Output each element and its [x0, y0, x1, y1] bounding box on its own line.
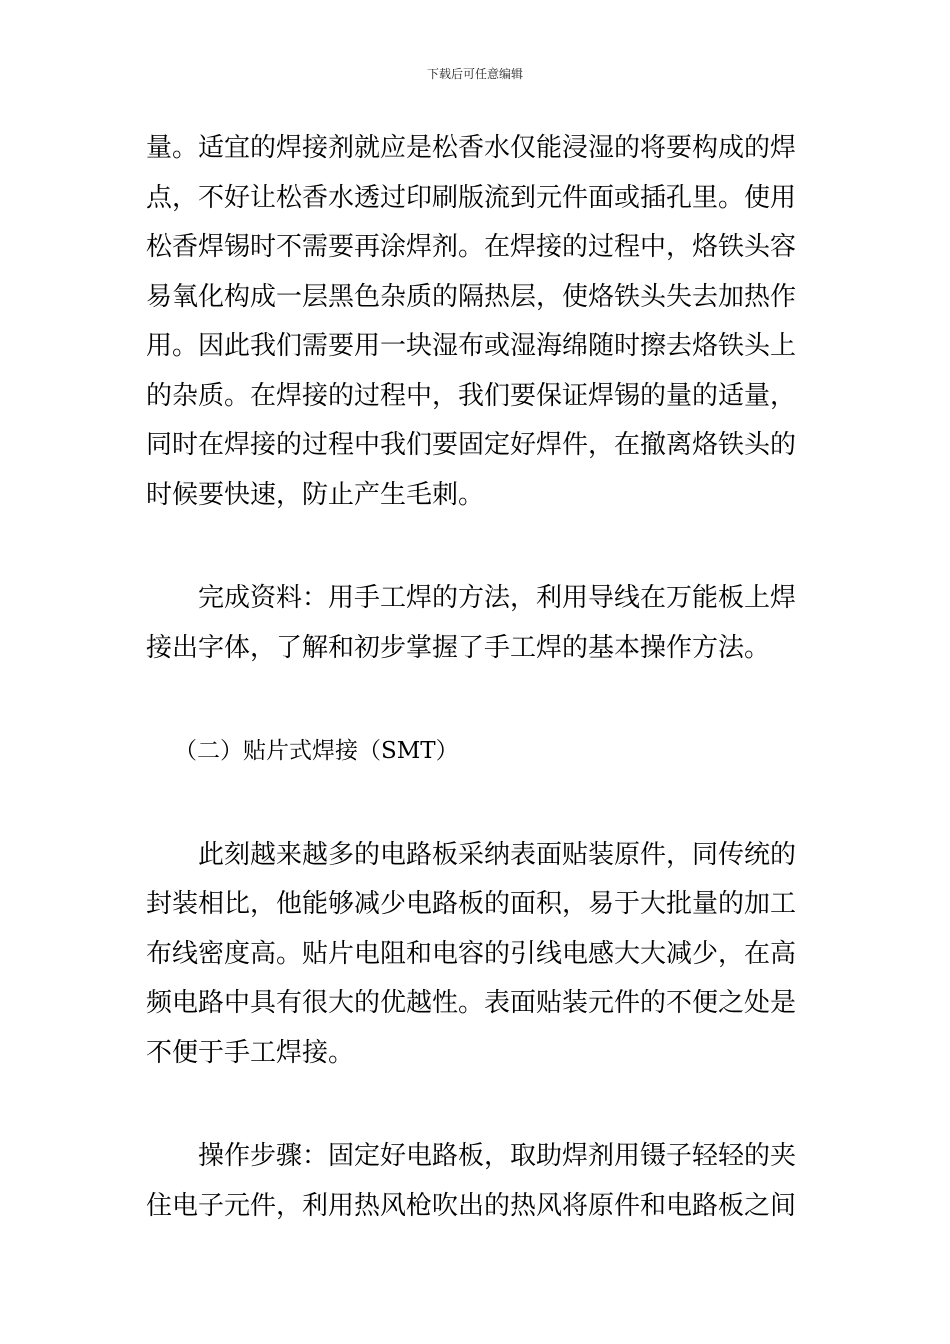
paragraph-operation-steps [146, 1132, 806, 1231]
text-line: 量。适宜的焊接剂就应是松香水仅能浸湿的将要构成的焊 [146, 133, 797, 163]
text-line: 住电子元件，利用热风枪吹出的热风将原件和电路板之间 [146, 1190, 797, 1221]
text-line: 操作步骤：固定好电路板，取助焊剂用镊子轻轻的夹 [146, 1141, 797, 1171]
text-line: 布线密度高。贴片电阻和电容的引线电感大大减少，在高 [146, 938, 797, 969]
paragraph-spacer [146, 520, 806, 574]
paragraph-completed-work [146, 574, 806, 673]
text-line: 接出字体，了解和初步掌握了手工焊的基本操作方法。 [146, 632, 771, 663]
text-line: 时候要快速，防止产生毛刺。 [146, 479, 485, 510]
text-line: 封装相比，他能够减少电路板的面积，易于大批量的加工 [146, 889, 797, 919]
text-line: 频电路中具有很大的优越性。表面贴装元件的不便之处是 [146, 988, 797, 1018]
paragraph-spacer [146, 777, 806, 831]
text-line: 同时在焊接的过程中我们要固定好焊件，在撤离烙铁头的 [146, 430, 797, 460]
document-body [146, 124, 806, 1231]
paragraph-spacer [146, 673, 806, 727]
text-line: 不便于手工焊接。 [146, 1037, 355, 1068]
text-line: 易氧化构成一层黑色杂质的隔热层，使烙铁头失去加热作 [146, 281, 797, 312]
text-line: 松香焊锡时不需要再涂焊剂。在焊接的过程中，烙铁头容 [146, 232, 797, 262]
paragraph-spacer [146, 1078, 806, 1132]
text-line: 点，不好让松香水透过印刷版流到元件面或插孔里。使用 [146, 182, 797, 213]
section-heading-smt: （二）贴片式焊接（SMT） [174, 738, 459, 764]
text-line: 完成资料：用手工焊的方法，利用导线在万能板上焊 [146, 583, 797, 613]
text-line: 用。因此我们需要用一块湿布或湿海绵随时擦去烙铁头上 [146, 331, 797, 361]
page-header: 下载后可任意编辑 [426, 67, 523, 81]
paragraph-soldering-technique [146, 124, 806, 520]
paragraph-smt-intro [146, 831, 806, 1079]
text-line: 的杂质。在焊接的过程中，我们要保证焊锡的量的适量， [146, 380, 797, 411]
text-line: 此刻越来越多的电路板采纳表面贴装原件，同传统的 [146, 839, 797, 870]
